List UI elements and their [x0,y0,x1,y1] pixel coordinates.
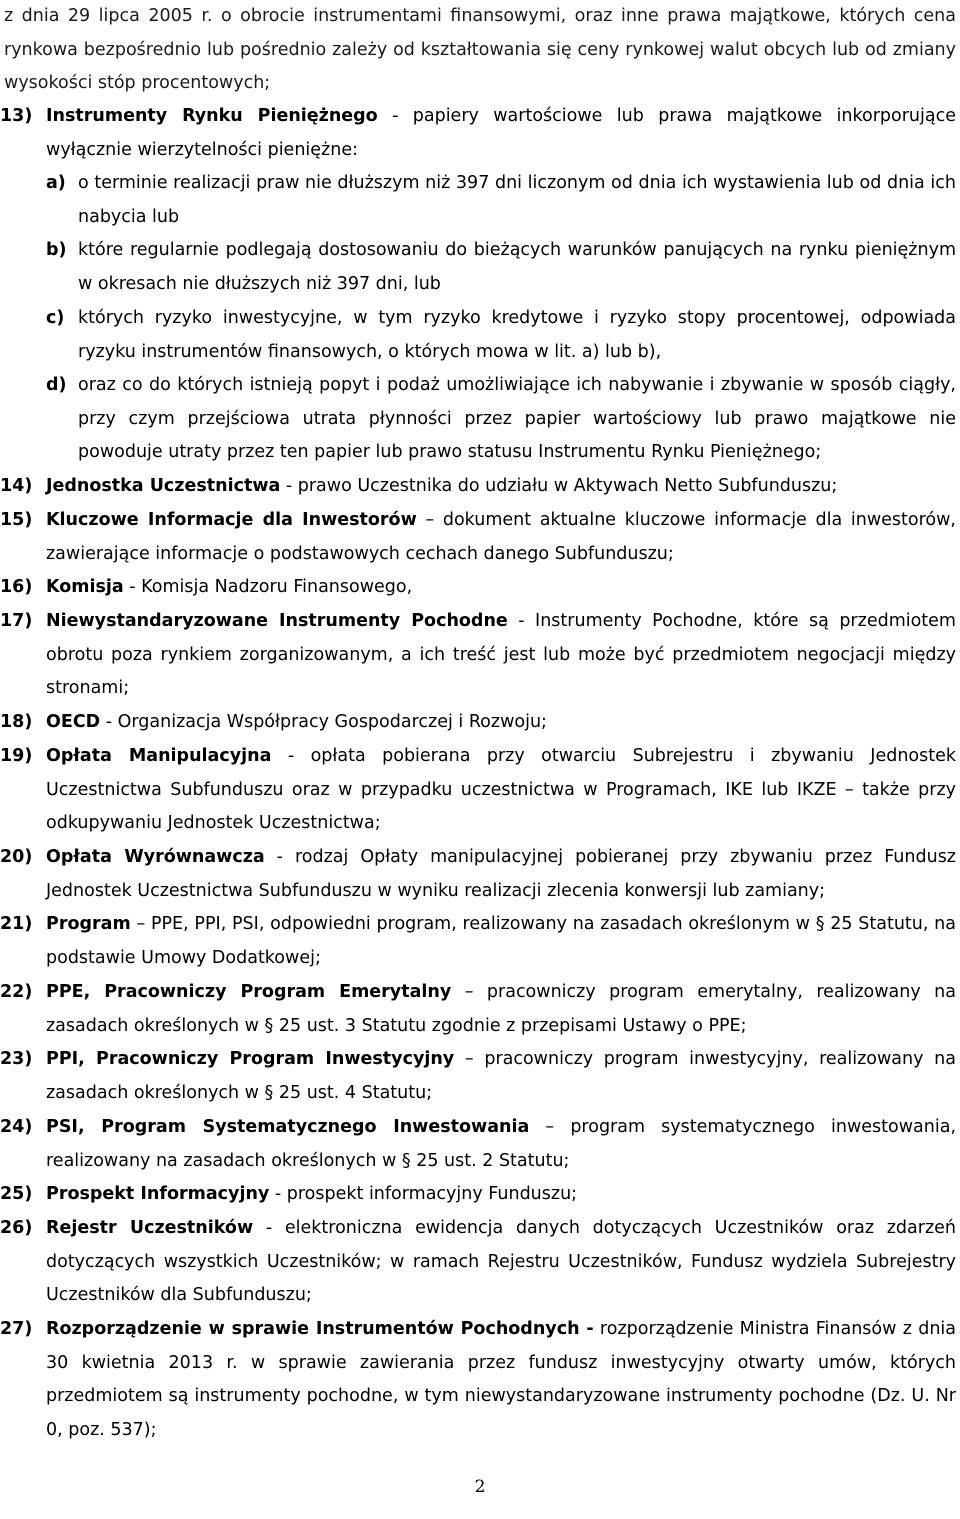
item-number: 15) [0,510,33,530]
item-text: rozporządzenie Ministra Finansów z dnia 30 kwietnia 2013 r. w sprawie zawierania przez fundusz inwestycyjny otwarty umów, których przedmiotem są instrumenty pochodne, w tym niewystandaryzowane instrumenty pochodne (Dz. U. Nr 0, poz. 537); [46,1319,957,1440]
definition-item-24 [0,1111,956,1178]
item-term: OECD [46,712,101,732]
subitem-d [46,369,956,470]
definition-item-25 [0,1178,956,1212]
subitem-b [46,234,956,301]
subitem-text: które regularnie podlegają dostosowaniu do bieżących warunków panujących na rynku pieniężnym w okresach nie dłuższych niż 397 dni, lub [78,240,956,294]
item-term: Opłata Manipulacyjna [46,746,272,766]
item-text: - papiery wartościowe lub prawa majątkowe inkorporujące wyłącznie wierzytelności pieniężne: [46,106,956,160]
item-text: – dokument aktualne kluczowe informacje dla inwestorów, zawierające informacje o podstawowych cechach danego Subfunduszu; [46,510,956,564]
subitem-text: których ryzyko inwestycyjne, w tym ryzyko kredytowe i ryzyko stopy procentowej, odpowiada ryzyku instrumentów finansowych, o których mowa w lit. a) lub b), [78,308,956,362]
item-term: Opłata Wyrównawcza [46,847,265,867]
subitem-text: oraz co do których istnieją popyt i podaż umożliwiające ich nabywanie i zbywanie w sposób ciągły, przy czym przejściowa utrata płynności przez papier wartościowy lub prawo majątkowe nie powoduje utraty przez ten papier lub prawo statusu Instrumentu Rynku Pieniężnego; [78,375,956,463]
item-text: – pracowniczy program inwestycyjny, realizowany na zasadach określonych w § 25 ust. 4 Statutu; [46,1049,956,1103]
definition-item-23 [0,1043,956,1110]
subitem-a [46,167,956,234]
item-term: Jednostka Uczestnictwa [46,476,281,496]
item-text: - opłata pobierana przy otwarciu Subrejestru i zbywaniu Jednostek Uczestnictwa Subfunduszu oraz w przypadku uczestnictwa w Programach, IKE lub IKZE – także przy odkupywaniu Jednostek Uczestnictwa; [46,746,957,834]
item-term: Prospekt Informacyjny [46,1184,270,1204]
item-text: - rodzaj Opłaty manipulacyjnej pobieranej przy zbywaniu przez Fundusz Jednostek Uczestnictwa Subfunduszu w wyniku realizacji zlecenia konwersji lub zamiany; [46,847,956,901]
item-term: Instrumenty Rynku Pieniężnego [46,106,378,126]
item-term: Komisja [46,577,124,597]
page-number: 2 [474,1477,486,1497]
item-term: Kluczowe Informacje dla Inwestorów [46,510,417,530]
definition-item-22 [0,976,956,1043]
item-text: - Organizacja Współpracy Gospodarczej i Rozwoju; [100,712,547,732]
item-number: 20) [0,847,33,867]
item-number: 16) [0,577,33,597]
definition-item-18 [0,706,956,740]
item-number: 22) [0,982,33,1002]
subitem-letter: c) [46,308,65,328]
item-number: 24) [0,1117,33,1137]
definition-item-13 [0,100,956,167]
item-number: 21) [0,914,33,934]
subitem-letter: b) [46,240,67,260]
definition-item-14 [0,470,956,504]
item-text: – pracowniczy program emerytalny, realizowany na zasadach określonych w § 25 ust. 3 Statutu zgodnie z przepisami Ustawy o PPE; [46,982,956,1036]
definition-item-15 [0,504,956,571]
subitem-letter: d) [46,375,67,395]
item-number: 27) [0,1319,33,1339]
item-number: 18) [0,712,33,732]
item-number: 13) [0,106,33,126]
item-text: - elektroniczna ewidencja danych dotyczących Uczestników oraz zdarzeń dotyczących wszystkich Uczestników; w ramach Rejestru Uczestników, Fundusz wydziela Subrejestry Uczestników dla Subfunduszu; [46,1218,957,1306]
item-text: – PPE, PPI, PSI, odpowiedni program, realizowany na zasadach określonym w § 25 Statutu, na podstawie Umowy Dodatkowej; [46,914,956,968]
item-term: Niewystandaryzowane Instrumenty Pochodne [46,611,508,631]
item-number: 23) [0,1049,33,1069]
item-number: 17) [0,611,33,631]
item-text: - prospekt informacyjny Funduszu; [269,1184,578,1204]
subitem-c [46,302,956,369]
item-term: PPI, Pracowniczy Program Inwestycyjny [46,1049,455,1069]
definition-item-20 [0,841,956,908]
definition-item-16 [0,571,956,605]
item-text: - Komisja Nadzoru Finansowego, [123,577,413,597]
subitem-letter: a) [46,173,66,193]
definition-item-26 [0,1212,956,1313]
definition-item-27 [0,1313,956,1447]
item-term: Program [46,914,131,934]
item-term: PSI, Program Systematycznego Inwestowania [46,1117,530,1137]
item-number: 25) [0,1184,33,1204]
definition-item-19 [0,740,956,841]
item-term: Rozporządzenie w sprawie Instrumentów Pochodnych - [46,1319,594,1339]
definition-item-21 [0,908,956,975]
item-text: - prawo Uczestnika do udziału w Aktywach Netto Subfunduszu; [280,476,838,496]
item-term: PPE, Pracowniczy Program Emerytalny [46,982,452,1002]
subitem-text: o terminie realizacji praw nie dłuższym niż 397 dni liczonym od dnia ich wystawienia lub od dnia ich nabycia lub [78,173,956,227]
intro-paragraph: z dnia 29 lipca 2005 r. o obrocie instrumentami finansowymi, oraz inne prawa majątkowe, których cena rynkowa bezpośrednio lub pośrednio zależy od kształtowania się ceny rynkowej walut obcych lub od zmiany wysokości stóp procentowych; [4,6,956,94]
item-number: 19) [0,746,33,766]
item-number: 14) [0,476,33,496]
item-number: 26) [0,1218,33,1238]
item-text: – program systematycznego inwestowania, realizowany na zasadach określonych w § 25 ust. 2 Statutu; [46,1117,957,1171]
item-text: - Instrumenty Pochodne, które są przedmiotem obrotu poza rynkiem zorganizowanym, a ich treść jest lub może być przedmiotem negocjacji między stronami; [46,611,956,699]
definition-item-17 [0,605,956,706]
item-term: Rejestr Uczestników [46,1218,254,1238]
